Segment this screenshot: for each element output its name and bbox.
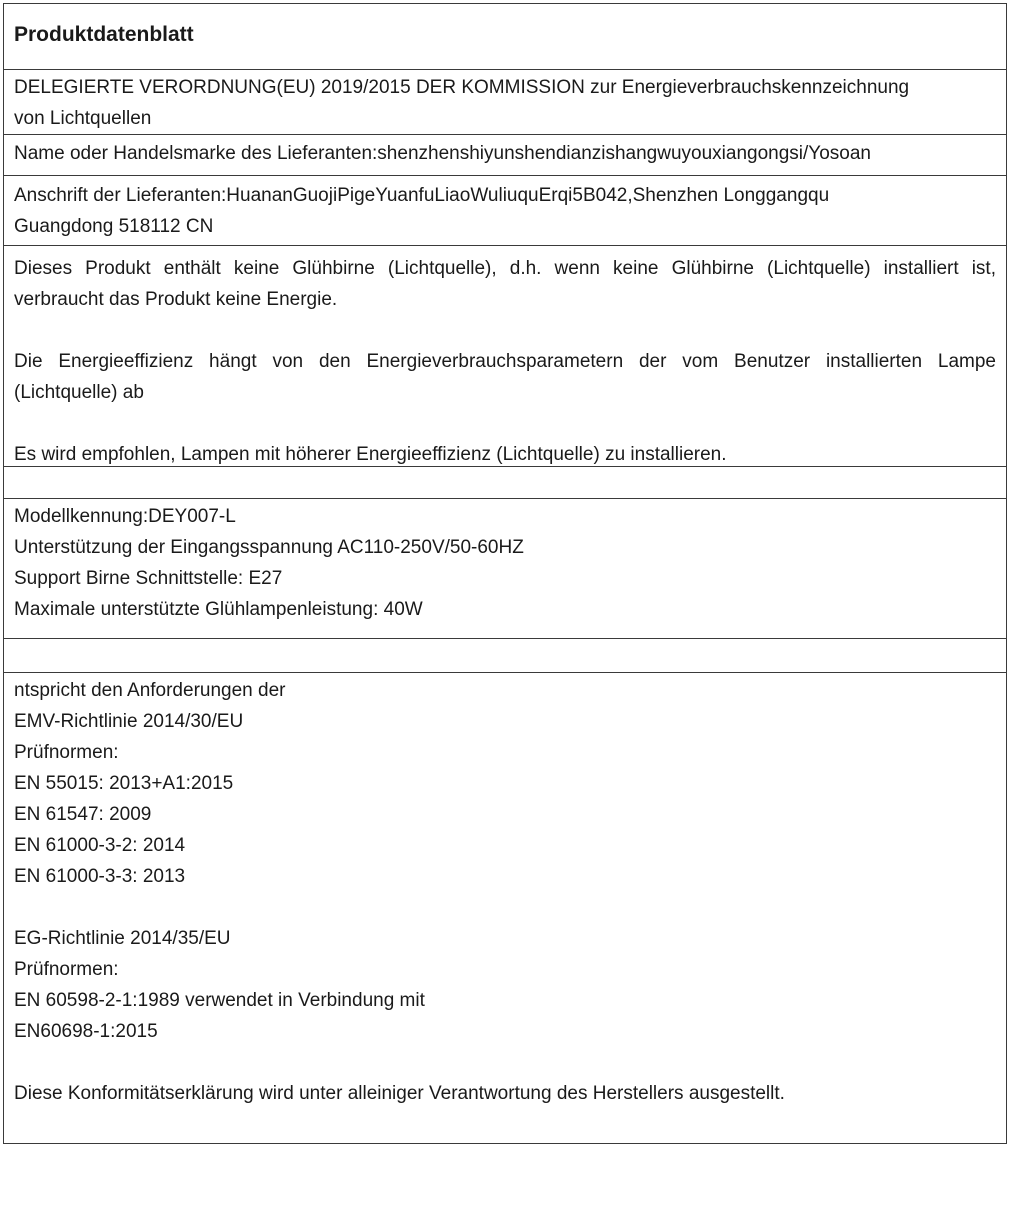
product-data-sheet xyxy=(3,3,1009,1144)
conformity-emv-line: Prüfnormen: xyxy=(14,742,119,763)
conformity-eg-line: EN60698-1:2015 xyxy=(14,1021,158,1042)
supplier-name: Name oder Handelsmarke des Lieferanten:shenzhenshiyunshendianzishangwuyouxiangongsi/Yosoan xyxy=(14,143,871,164)
sheet-title-row xyxy=(3,3,1007,70)
conformity-emv-line: ntspricht den Anforderungen der xyxy=(14,680,286,701)
energy-info-paragraph-3: Es wird empfohlen, Lampen mit höherer Energieeffizienz (Lichtquelle) zu installieren. xyxy=(14,444,727,465)
energy-info-paragraph-2: Die Energieeffizienz hängt von den Energieverbrauchsparametern der vom Benutzer installierten Lampe (Lichtquelle) ab xyxy=(14,351,996,403)
supplier-address-row xyxy=(3,175,1007,246)
regulation-line-1: DELEGIERTE VERORDNUNG(EU) 2019/2015 DER KOMMISSION zur Energieverbrauchskennzeichnung xyxy=(14,77,910,98)
conformity-emv-line: EMV-Richtlinie 2014/30/EU xyxy=(14,711,244,732)
supplier-address-line-1: Anschrift der Lieferanten:HuananGuojiPigeYuanfuLiaoWuliuquErqi5B042,Shenzhen Longgangqu xyxy=(14,185,830,206)
specs-row xyxy=(3,498,1007,639)
energy-info-paragraph-1: Dieses Produkt enthält keine Glühbirne (Lichtquelle), d.h. wenn keine Glühbirne (Lichtquelle) installiert ist, verbraucht das Produkt keine Energie. xyxy=(14,258,996,310)
conformity-emv-line: EN 55015: 2013+A1:2015 xyxy=(14,773,234,794)
conformity-emv-line: EN 61000-3-2: 2014 xyxy=(14,835,186,856)
spec-input-voltage: Unterstützung der Eingangsspannung AC110-250V/50-60HZ xyxy=(14,537,524,558)
conformity-eg-line: Prüfnormen: xyxy=(14,959,119,980)
conformity-row xyxy=(3,672,1007,1144)
conformity-emv-line: EN 61000-3-3: 2013 xyxy=(14,866,186,887)
conformity-declaration: Diese Konformitätserklärung wird unter alleiniger Verantwortung des Herstellers ausgestellt. xyxy=(14,1083,785,1104)
spec-max-wattage: Maximale unterstützte Glühlampenleistung: 40W xyxy=(14,599,423,620)
empty-row-1 xyxy=(3,466,1007,499)
empty-row-2 xyxy=(3,638,1007,673)
conformity-eg-line: EN 60598-2-1:1989 verwendet in Verbindung mit xyxy=(14,990,425,1011)
spec-model-id: Modellkennung:DEY007-L xyxy=(14,506,236,527)
spec-bulb-socket: Support Birne Schnittstelle: E27 xyxy=(14,568,283,589)
regulation-line-2: von Lichtquellen xyxy=(14,108,152,129)
sheet-title: Produktdatenblatt xyxy=(14,23,194,46)
conformity-eg-line: EG-Richtlinie 2014/35/EU xyxy=(14,928,231,949)
conformity-emv-line: EN 61547: 2009 xyxy=(14,804,152,825)
energy-info-row xyxy=(3,245,1007,467)
supplier-name-row xyxy=(3,134,1007,176)
regulation-row xyxy=(3,69,1007,135)
supplier-address-line-2: Guangdong 518112 CN xyxy=(14,216,214,237)
